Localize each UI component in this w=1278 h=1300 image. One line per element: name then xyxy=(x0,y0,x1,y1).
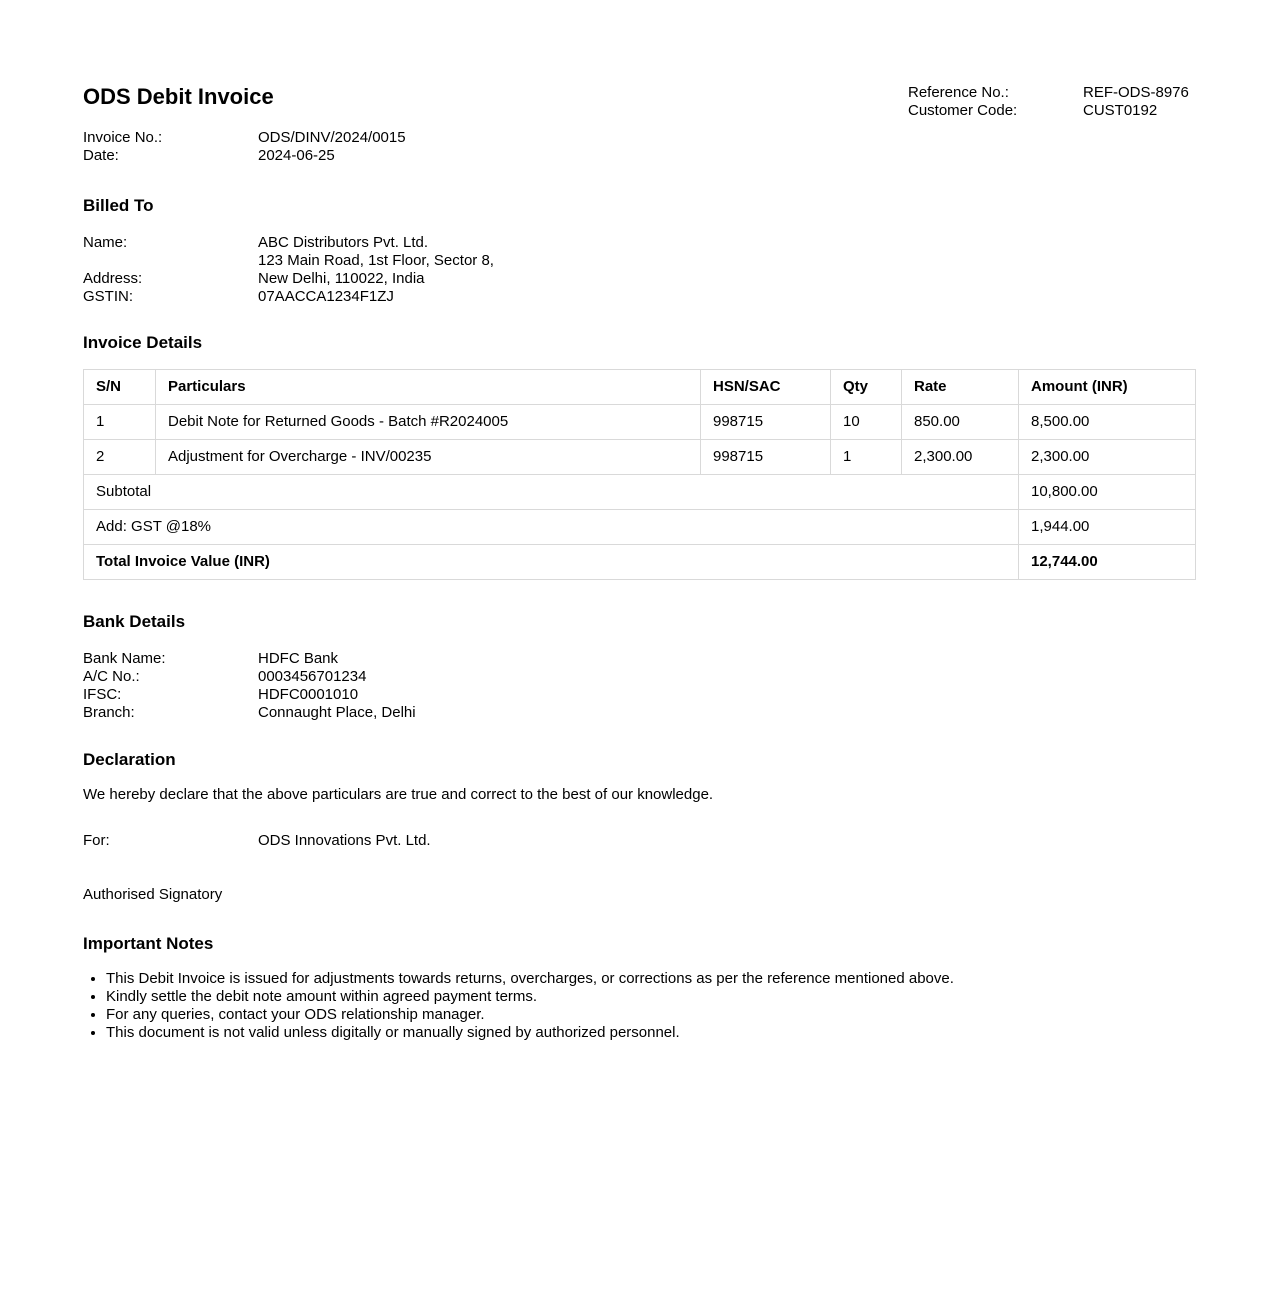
billed-address-label: Address: xyxy=(83,270,143,287)
billed-address-line1-value: 123 Main Road, 1st Floor, Sector 8, xyxy=(258,252,494,269)
account-number-value: 0003456701234 xyxy=(258,668,367,685)
cell-sn: 2 xyxy=(84,440,156,475)
invoice-details-heading: Invoice Details xyxy=(83,333,203,352)
cell-amount: 2,300.00 xyxy=(1019,440,1196,475)
for-row xyxy=(83,832,1195,850)
total-label: Total Invoice Value (INR) xyxy=(84,545,1019,580)
note-item: • For any queries, contact your ODS relationship manager. xyxy=(106,1006,1195,1024)
note-item: • Kindly settle the debit note amount within agreed payment terms. xyxy=(106,988,1195,1006)
ifsc-label: IFSC: xyxy=(83,686,122,703)
billed-name-label: Name: xyxy=(83,234,128,251)
invoice-number-value: ODS/DINV/2024/0015 xyxy=(258,129,406,146)
header-left xyxy=(83,84,406,165)
bank-name-label: Bank Name: xyxy=(83,650,166,667)
note-item: • This document is not valid unless digitally or manually signed by authorized personnel. xyxy=(106,1024,1195,1042)
cell-particulars: Adjustment for Overcharge - INV/00235 xyxy=(156,440,701,475)
billed-gstin-row xyxy=(83,288,1195,306)
ifsc-row xyxy=(83,686,1195,704)
invoice-details-table xyxy=(83,369,1196,580)
account-number-label: A/C No.: xyxy=(83,668,140,685)
bank-name-value: HDFC Bank xyxy=(258,650,339,667)
note-item: • This Debit Invoice is issued for adjustments towards returns, overcharges, or corrections as per the reference mentioned above. xyxy=(106,970,1195,988)
bank-name-row xyxy=(83,650,1195,668)
billed-address-line2-value: New Delhi, 110022, India xyxy=(258,270,425,287)
billed-address-line1-label xyxy=(83,252,258,270)
customer-code-row xyxy=(908,102,1195,120)
subtotal-row xyxy=(84,475,1196,510)
column-header-amount: Amount (INR) xyxy=(1019,370,1196,405)
gst-amount: 1,944.00 xyxy=(1019,510,1196,545)
subtotal-amount: 10,800.00 xyxy=(1019,475,1196,510)
invoice-date-label: Date: xyxy=(83,147,119,164)
table-header-row xyxy=(84,370,1196,405)
account-number-row xyxy=(83,668,1195,686)
column-header-qty: Qty xyxy=(831,370,902,405)
cell-hsn: 998715 xyxy=(701,405,831,440)
invoice-number-label: Invoice No.: xyxy=(83,129,163,146)
cell-sn: 1 xyxy=(84,405,156,440)
cell-qty: 10 xyxy=(831,405,902,440)
billed-gstin-label: GSTIN: xyxy=(83,288,134,305)
ifsc-value: HDFC0001010 xyxy=(258,686,359,703)
billed-to-heading: Billed To xyxy=(83,196,154,215)
billed-name-value: ABC Distributors Pvt. Ltd. xyxy=(258,234,429,251)
branch-value: Connaught Place, Delhi xyxy=(258,704,416,721)
for-value: ODS Innovations Pvt. Ltd. xyxy=(258,832,431,849)
reference-number-label: Reference No.: xyxy=(908,84,1009,101)
branch-label: Branch: xyxy=(83,704,135,721)
reference-number-row xyxy=(908,84,1195,102)
billed-to-block xyxy=(83,234,1195,306)
reference-number-value: REF-ODS-8976 xyxy=(1083,84,1189,101)
invoice-meta xyxy=(83,129,406,165)
gst-row xyxy=(84,510,1196,545)
cell-rate: 2,300.00 xyxy=(902,440,1019,475)
reference-meta xyxy=(908,84,1195,120)
column-header-hsn: HSN/SAC xyxy=(701,370,831,405)
invoice-date-value: 2024-06-25 xyxy=(258,147,335,164)
table-row xyxy=(84,440,1196,475)
cell-qty: 1 xyxy=(831,440,902,475)
total-amount: 12,744.00 xyxy=(1019,545,1196,580)
subtotal-label: Subtotal xyxy=(84,475,1019,510)
cell-hsn: 998715 xyxy=(701,440,831,475)
bank-details-block xyxy=(83,650,1195,722)
page-title: ODS Debit Invoice xyxy=(83,84,274,109)
important-notes-list xyxy=(83,970,1195,1042)
column-header-particulars: Particulars xyxy=(156,370,701,405)
declaration-heading: Declaration xyxy=(83,750,176,769)
for-label: For: xyxy=(83,832,110,849)
authorised-signatory: Authorised Signatory xyxy=(83,886,223,903)
billed-gstin-value: 07AACCA1234F1ZJ xyxy=(258,288,394,305)
gst-label: Add: GST @18% xyxy=(84,510,1019,545)
declaration-text: We hereby declare that the above particulars are true and correct to the best of our knowledge. xyxy=(83,786,714,803)
billed-address-line2-row xyxy=(83,270,1195,288)
branch-row xyxy=(83,704,1195,722)
document-header xyxy=(83,84,1195,165)
column-header-rate: Rate xyxy=(902,370,1019,405)
invoice-number-row xyxy=(83,129,406,147)
total-row xyxy=(84,545,1196,580)
column-header-sn: S/N xyxy=(84,370,156,405)
bank-details-heading: Bank Details xyxy=(83,612,186,631)
cell-rate: 850.00 xyxy=(902,405,1019,440)
billed-name-row xyxy=(83,234,1195,252)
invoice-date-row xyxy=(83,147,406,165)
cell-particulars: Debit Note for Returned Goods - Batch #R2024005 xyxy=(156,405,701,440)
customer-code-value: CUST0192 xyxy=(1083,102,1158,119)
table-row xyxy=(84,405,1196,440)
billed-address-line1-row xyxy=(83,252,1195,270)
important-notes-heading: Important Notes xyxy=(83,934,214,953)
customer-code-label: Customer Code: xyxy=(908,102,1018,119)
cell-amount: 8,500.00 xyxy=(1019,405,1196,440)
